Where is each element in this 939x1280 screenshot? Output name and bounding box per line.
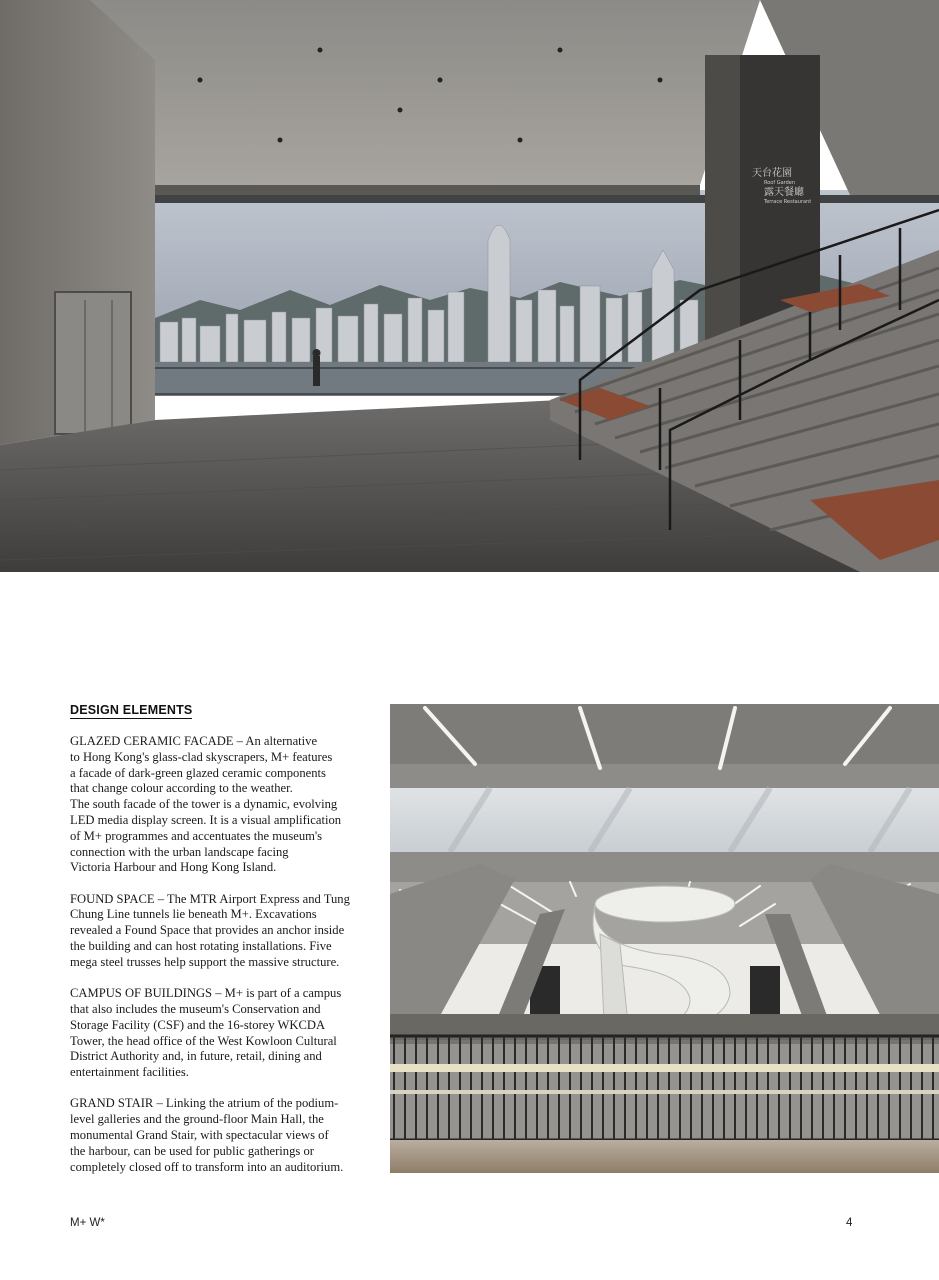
text-line: GRAND STAIR – Linking the atrium of the podium- [70, 1096, 339, 1111]
text-line: to Hong Kong's glass-clad skyscrapers, M+ features [70, 749, 333, 764]
text-line: mega steel trusses help support the massive structure. [70, 954, 340, 969]
text-line: FOUND SPACE – The MTR Airport Express and Tung [70, 891, 350, 906]
text-line: revealed a Found Space that provides an anchor inside [70, 923, 345, 938]
footer-brand: M+ W* [70, 1217, 105, 1229]
text-line: the harbour, can be used for public gatherings or [70, 1143, 314, 1158]
text-line: monumental Grand Stair, with spectacular views of [70, 1128, 329, 1143]
text-line: a facade of dark-green glazed ceramic components [70, 765, 326, 780]
text-line: CAMPUS OF BUILDINGS – M+ is part of a campus [70, 986, 342, 1001]
text-line: Tower, the head office of the West Kowloon Cultural [70, 1033, 337, 1048]
text-line: The south facade of the tower is a dynamic, evolving [70, 797, 338, 812]
interior-photo [390, 704, 939, 1173]
paragraph-found-space [70, 892, 380, 971]
text-line: LED media display screen. It is a visual amplification [70, 812, 342, 827]
sign-roof-garden-en: Roof Garden [764, 180, 796, 186]
text-line: the building and can host rotating installations. Five [70, 939, 332, 954]
paragraph-grand-stair [70, 1096, 380, 1175]
text-line: of M+ programmes and accentuates the museum's [70, 828, 323, 843]
hero-photo [0, 0, 939, 572]
paragraph-campus-of-buildings [70, 986, 380, 1081]
body-text-column [70, 734, 380, 1191]
text-line: Storage Facility (CSF) and the 16-storey WKCDA [70, 1017, 326, 1032]
section-heading: DESIGN ELEMENTS [70, 703, 193, 717]
paragraph-glazed-ceramic-facade [70, 734, 380, 876]
sign-roof-garden: 天台花園 [752, 168, 792, 179]
page-number: 4 [846, 1217, 853, 1229]
text-line: connection with the urban landscape facing [70, 844, 289, 859]
text-line: that also includes the museum's Conservation and [70, 1001, 321, 1016]
text-line: that change colour according to the weather. [70, 781, 293, 796]
text-line: completely closed off to transform into an auditorium. [70, 1159, 344, 1174]
text-line: District Authority and, in future, retail, dining and [70, 1049, 322, 1064]
sign-terrace-restaurant: 露天餐廳 [764, 187, 804, 198]
sign-terrace-restaurant-en: Terrace Restaurant [764, 199, 812, 205]
text-line: level galleries and the ground-floor Main Hall, the [70, 1112, 324, 1127]
text-line: GLAZED CERAMIC FACADE – An alternative [70, 734, 318, 748]
text-line: entertainment facilities. [70, 1065, 189, 1080]
text-line: Victoria Harbour and Hong Kong Island. [70, 860, 277, 875]
text-line: Chung Line tunnels lie beneath M+. Excavations [70, 907, 317, 922]
